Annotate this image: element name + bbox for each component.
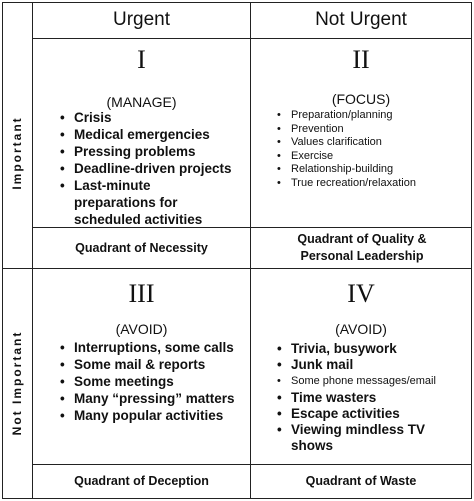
row-label-important <box>2 38 32 268</box>
quadrant-2-item: • Prevention <box>277 123 467 137</box>
quadrant-4-item: • Trivia, busywork <box>277 341 455 357</box>
time-management-matrix <box>2 2 472 499</box>
quadrant-3-item: • Many “pressing” matters <box>60 390 245 407</box>
quadrant-3-item: • Many popular activities <box>60 407 245 424</box>
quadrant-2-item: • Relationship-building <box>277 163 467 177</box>
quadrant-1-item: • Last-minute preparations for scheduled activities <box>60 177 235 228</box>
quadrant-3-numeral: III <box>128 279 155 308</box>
quadrant-1-items <box>60 109 235 228</box>
quadrant-1-item: • Pressing problems <box>60 143 235 160</box>
quadrant-2-items <box>277 109 467 191</box>
quadrant-2-numeral: II <box>352 45 370 74</box>
outer-border-bottom <box>2 498 472 499</box>
quadrant-2 <box>251 39 471 227</box>
quadrant-3-item: • Some meetings <box>60 373 245 390</box>
quadrant-4-numeral: IV <box>347 279 375 308</box>
quadrant-4-item: • Time wasters <box>277 390 455 406</box>
quadrant-4-item: • Viewing mindless TV shows <box>277 422 455 454</box>
quadrant-1-footer: Quadrant of Necessity <box>75 240 208 255</box>
quadrant-1-item: • Deadline-driven projects <box>60 160 235 177</box>
column-header-not-urgent: Not Urgent <box>315 9 407 30</box>
quadrant-4-item: • Escape activities <box>277 406 455 422</box>
outer-border-right <box>471 2 472 499</box>
quadrant-4 <box>251 269 471 464</box>
row-label-not-important-text: Not Important <box>10 330 24 436</box>
quadrant-4-item: • Some phone messages/email <box>277 373 455 389</box>
quadrant-2-item: • Preparation/planning <box>277 109 467 123</box>
quadrant-4-items <box>277 341 455 454</box>
quadrant-1-label: (MANAGE) <box>106 94 177 110</box>
quadrant-4-label: (AVOID) <box>335 321 387 337</box>
quadrant-1 <box>33 39 250 227</box>
quadrant-2-item: • Exercise <box>277 150 467 164</box>
quadrant-3-footer: Quadrant of Deception <box>74 474 209 488</box>
quadrant-4-footer: Quadrant of Waste <box>305 474 417 488</box>
row-label-not-important <box>2 268 32 498</box>
column-header-urgent: Urgent <box>112 9 171 30</box>
quadrant-1-item: • Medical emergencies <box>60 126 235 143</box>
row-label-important-text: Important <box>10 116 24 190</box>
quadrant-3-items <box>60 339 245 424</box>
quadrant-2-item: • Values clarification <box>277 136 467 150</box>
quadrant-3-label: (AVOID) <box>115 321 168 337</box>
quadrant-3-item: • Some mail & reports <box>60 356 245 373</box>
quadrant-3 <box>33 269 250 464</box>
quadrant-3-item: • Interruptions, some calls <box>60 339 245 356</box>
quadrant-1-numeral: I <box>137 45 146 74</box>
quadrant-1-item: • Crisis <box>60 109 235 126</box>
quadrant-2-label: (FOCUS) <box>331 91 391 107</box>
quadrant-2-item: • True recreation/relaxation <box>277 177 467 191</box>
quadrant-4-item: • Junk mail <box>277 357 455 373</box>
quadrant-2-footer: Quadrant of Quality & Personal Leadership <box>297 232 427 263</box>
